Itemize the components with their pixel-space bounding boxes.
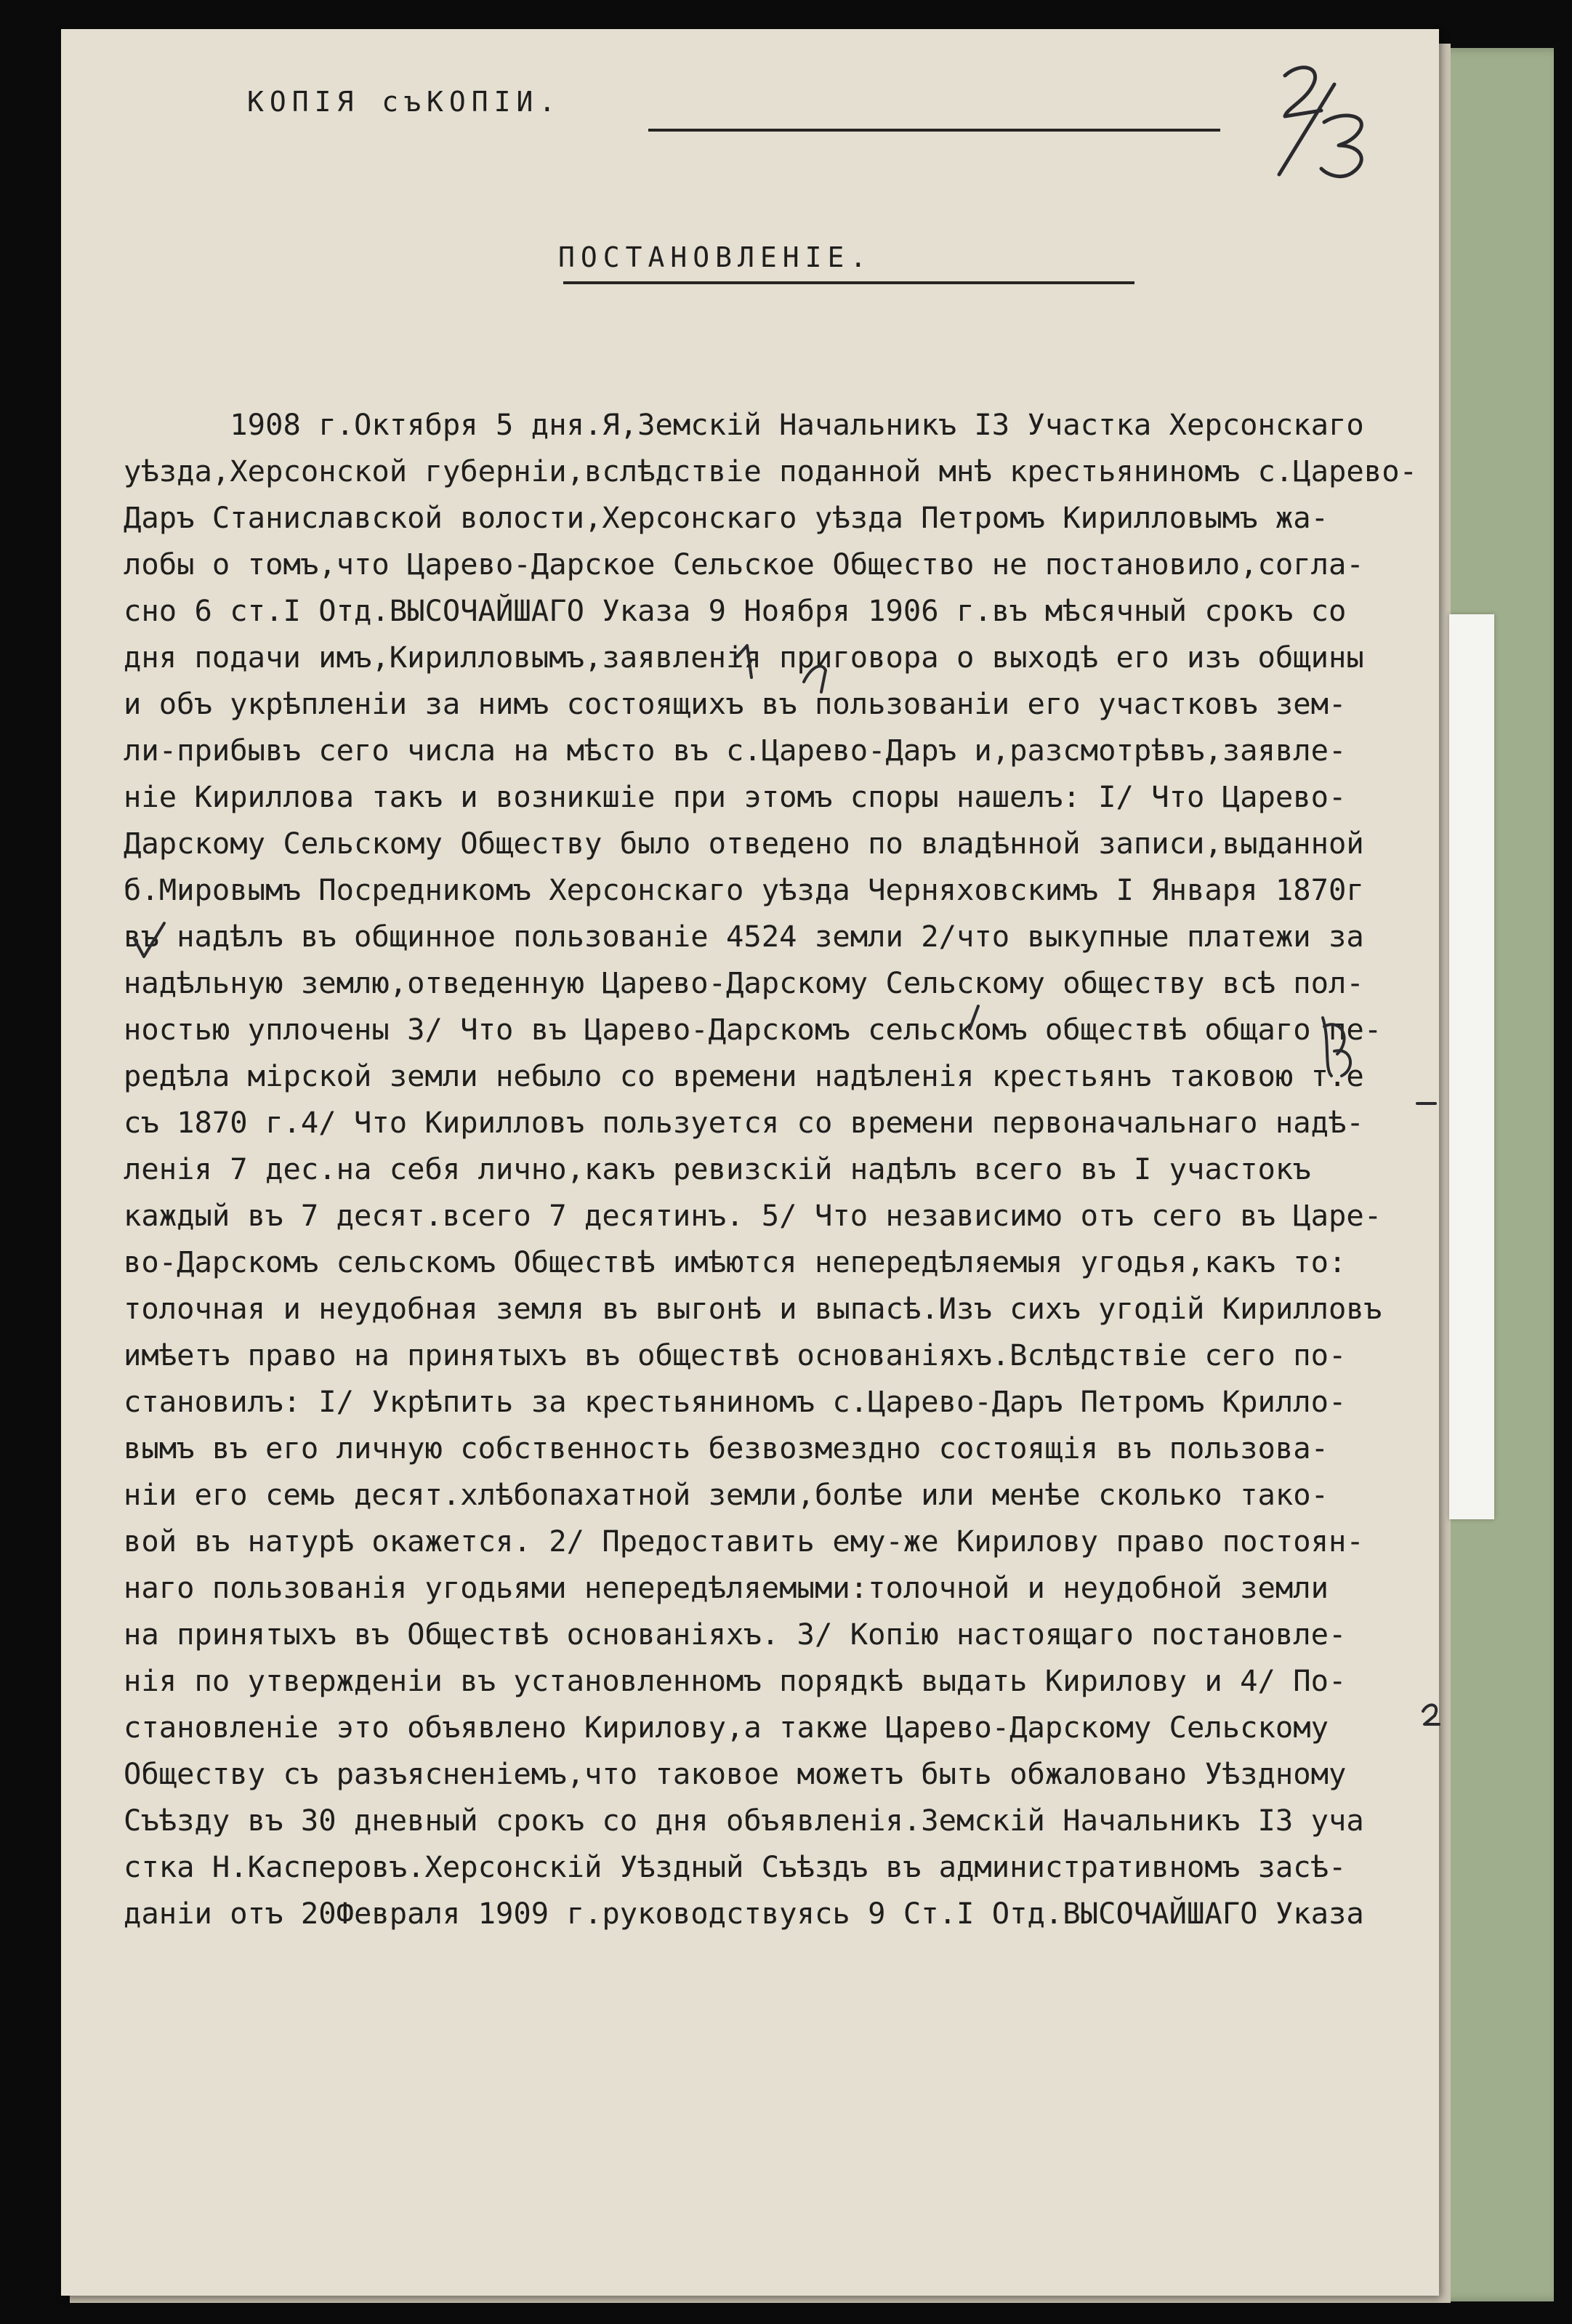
body-line: ніе Кириллова такъ и возникшіе при этомъ споры нашелъ: I/ Что Царево- [124, 779, 1347, 814]
body-line: вой въ натурѣ окажется. 2/ Предоставить ему-же Кирилову право постоян- [124, 1524, 1364, 1559]
body-line: Съѣзду въ 30 дневный срокъ со дня объявленія.Земскій Начальникъ I3 уча [124, 1803, 1364, 1838]
body-line: во-Дарскомъ сельскомъ Обществѣ имѣются непередѣляемыя угодья,какъ то: [124, 1245, 1347, 1279]
title-underline [563, 281, 1134, 284]
body-line: ніи его семь десят.хлѣбопахатной земли,болѣе или менѣе сколько тако- [124, 1477, 1329, 1512]
body-line: на принятыхъ въ Обществѣ основаніяхъ. 3/ Копію настоящаго постановле- [124, 1617, 1347, 1652]
body-line: и объ укрѣпленіи за нимъ состоящихъ въ пользованіи его участковъ зем- [124, 686, 1347, 721]
body-line: вымъ въ его личную собственность безвозмездно состоящія въ пользова- [124, 1431, 1329, 1465]
body-line: нія по утвержденіи въ установленномъ порядкѣ выдать Кирилову и 4/ По- [124, 1663, 1347, 1698]
body-line: становленіе это объявлено Кирилову,а также Царево-Дарскому Сельскому [124, 1710, 1329, 1745]
body-line: даніи отъ 20Февраля 1909 г.руководствуясь 9 Ст.I Отд.ВЫСОЧАЙШАГО Указа [124, 1896, 1364, 1931]
body-line: толочная и неудобная земля въ выгонѣ и выпасѣ.Изъ сихъ угодій Кирилловъ [124, 1291, 1382, 1326]
body-line: Даръ Станиславской волости,Херсонскаго уѣзда Петромъ Кирилловымъ жа- [124, 500, 1329, 535]
white-tab-strip [1449, 614, 1494, 1519]
body-line: Обществу съ разъясненіемъ,что таковое можетъ быть обжаловано Уѣздному [124, 1756, 1347, 1791]
body-line: стка Н.Касперовъ.Херсонскій Уѣздный Съѣздъ въ административномъ засѣ- [124, 1849, 1347, 1884]
body-line: сно 6 ст.I Отд.ВЫСОЧАЙШАГО Указа 9 Ноября 1906 г.въ мѣсячный срокъ со [124, 593, 1347, 628]
body-line: съ 1870 г.4/ Что Кирилловъ пользуется со времени первоначальнаго надѣ- [124, 1105, 1364, 1140]
copy-heading-underline [648, 129, 1220, 132]
body-line: дня подачи имъ,Кирилловымъ,заявленія приговора о выходѣ его изъ общины [124, 640, 1364, 675]
document-body [124, 401, 1417, 1937]
body-line: имѣетъ право на принятыхъ въ обществѣ основаніяхъ.Вслѣдствіе сего по- [124, 1338, 1347, 1372]
document-title: ПОСТАНОВЛЕНІЕ. [558, 241, 873, 273]
body-line: ностью уплочены 3/ Что въ Царево-Дарскомъ сельскомъ обществѣ общаго пе- [124, 1012, 1382, 1047]
copy-heading: КОПІЯ съКОПІИ. [247, 86, 562, 118]
body-line: ленія 7 дес.на себя лично,какъ ревизскій надѣлъ всего въ I участокъ [124, 1151, 1311, 1186]
body-line: б.Мировымъ Посредникомъ Херсонскаго уѣзда Черняховскимъ I Января 1870г [124, 872, 1364, 907]
body-line: въ надѣлъ въ общинное пользованіе 4524 земли 2/что выкупные платежи за [124, 919, 1364, 954]
body-line: Дарскому Сельскому Обществу было отведено по владѣнной записи,выданной [124, 826, 1364, 861]
body-line: редѣла мірской земли небыло со времени надѣленія крестьянъ таковою т.е [124, 1058, 1364, 1093]
body-line: ли-прибывъ сего числа на мѣсто въ с.Царево-Даръ и,разсмотрѣвъ,заявле- [124, 733, 1347, 768]
body-line: каждый въ 7 десят.всего 7 десятинъ. 5/ Что независимо отъ сего въ Царе- [124, 1198, 1382, 1233]
body-line: уѣзда,Херсонской губерніи,вслѣдствіе поданной мнѣ крестьяниномъ с.Царево- [124, 454, 1417, 488]
body-line: наго пользованія угодьями непередѣляемыми:толочной и неудобной земли [124, 1570, 1329, 1605]
body-line: надѣльную землю,отведенную Царево-Дарскому Сельскому обществу всѣ пол- [124, 965, 1364, 1000]
body-line: становилъ: I/ Укрѣпить за крестьяниномъ с.Царево-Даръ Петромъ Крилло- [124, 1384, 1347, 1419]
body-line: 1908 г.Октября 5 дня.Я,Земскій Начальникъ I3 Участка Херсонскаго [124, 407, 1364, 442]
body-line: лобы о томъ,что Царево-Дарское Сельское Общество не постановило,согла- [124, 547, 1364, 582]
